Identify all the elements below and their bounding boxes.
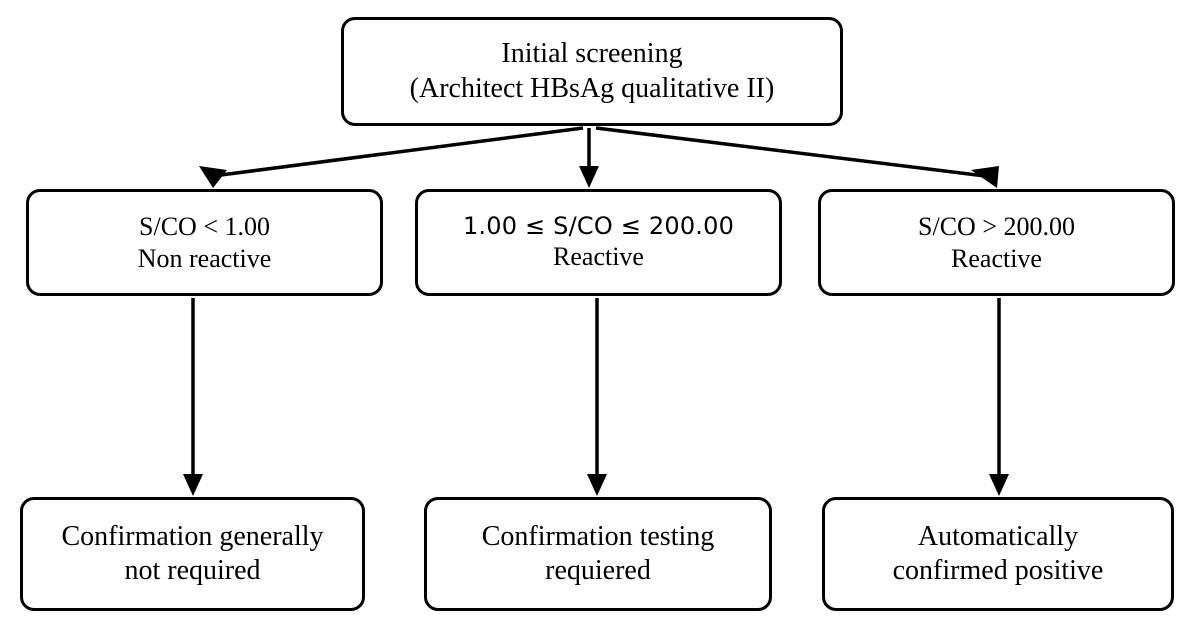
branch-mid-result: Reactive <box>553 242 644 272</box>
branch-mid-criterion: 1.00 ≤ S/CO ≤ 200.00 <box>462 212 735 240</box>
arrowhead-outcome-high <box>989 474 1009 496</box>
outcome-low-node <box>20 497 365 611</box>
branch-high-node <box>818 189 1175 296</box>
initial-screening-line-1: Initial screening <box>501 38 683 70</box>
branch-mid-node <box>415 189 782 296</box>
arrowhead-branch-mid <box>579 166 599 188</box>
branch-low-node <box>26 189 383 296</box>
outcome-mid-line-2: requiered <box>545 555 651 586</box>
arrowhead-outcome-low <box>183 474 203 496</box>
arrowhead-outcome-mid <box>587 474 607 496</box>
outcome-low-line-2: not required <box>124 555 261 586</box>
outcome-mid-node <box>424 497 772 611</box>
connector-root-to-branch-high <box>596 128 985 176</box>
branch-high-result: Reactive <box>951 243 1042 273</box>
arrowhead-branch-high <box>971 166 999 188</box>
branch-high-criterion: S/CO > 200.00 <box>918 211 1075 241</box>
branch-low-criterion: S/CO < 1.00 <box>139 211 270 241</box>
outcome-mid-line-1: Confirmation testing <box>481 520 715 552</box>
outcome-high-line-1: Automatically <box>917 520 1079 552</box>
branch-low-result: Non reactive <box>137 243 272 273</box>
initial-screening-node <box>341 17 843 126</box>
outcome-low-line-1: Confirmation generally <box>61 520 324 552</box>
initial-screening-line-2: (Architect HBsAg qualitative II) <box>409 72 775 104</box>
outcome-high-line-2: confirmed positive <box>892 555 1104 586</box>
connector-root-to-branch-low <box>213 128 583 176</box>
outcome-high-node <box>822 497 1174 611</box>
arrowhead-branch-low <box>199 166 227 188</box>
